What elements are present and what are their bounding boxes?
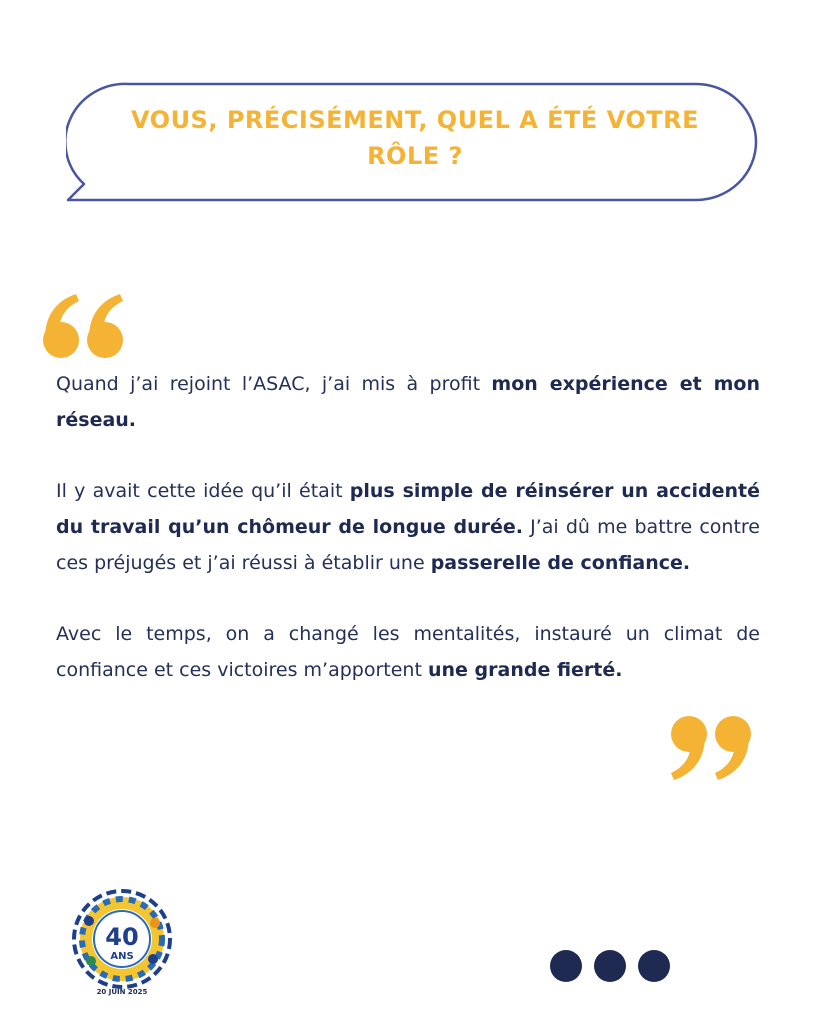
answer-paragraph-1 <box>56 366 760 438</box>
logo-label: ANS <box>110 951 134 962</box>
logo-date: 20 JUIN 2025 <box>96 988 148 996</box>
close-quote-icon <box>668 714 752 782</box>
answer-text-segment: Avec le temps, on a changé les mentalités, instauré un climat de confiance et ces victoires m’apportent <box>56 623 760 681</box>
emphasis-text: mon expérience et mon réseau. <box>56 373 760 431</box>
logo-number: 40 <box>105 923 139 951</box>
emphasis-text: plus simple de réinsérer un accidenté du travail qu’un chômeur de longue durée. <box>56 480 760 538</box>
answer-paragraph-2 <box>56 473 760 581</box>
answer-text-segment: Quand j’ai rejoint l’ASAC, j’ai mis à profit <box>56 373 492 395</box>
dot-1 <box>550 950 582 982</box>
answer-text <box>56 366 760 723</box>
emphasis-text: passerelle de confiance. <box>430 552 691 574</box>
anniversary-logo <box>67 887 177 997</box>
question-line-2: RÔLE ? <box>367 142 463 170</box>
question-heading <box>100 102 730 174</box>
dot-3 <box>638 950 670 982</box>
question-line-1: VOUS, PRÉCISÉMENT, QUEL A ÉTÉ VOTRE <box>131 106 699 134</box>
dot-2 <box>594 950 626 982</box>
answer-text-segment: J’ai dû me battre contre ces préjugés et j’ai réussi à établir une <box>56 516 760 574</box>
open-quote-icon <box>42 292 126 360</box>
answer-text-segment: Il y avait cette idée qu’il était <box>56 480 350 502</box>
more-dots-icon[interactable] <box>550 950 670 982</box>
answer-paragraph-3 <box>56 616 760 688</box>
emphasis-text: une grande fierté. <box>427 659 623 681</box>
